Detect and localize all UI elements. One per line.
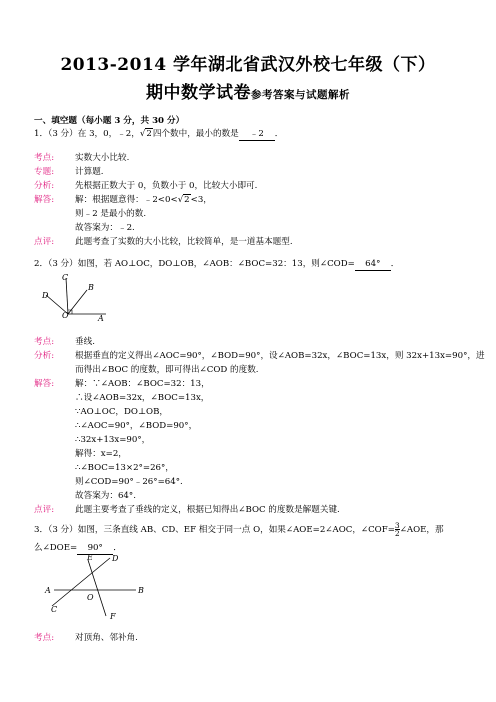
q1-jieda-line1: 解：根据题意得：﹣2<0<√2<3， bbox=[75, 195, 212, 205]
q3-label-d: D bbox=[112, 554, 119, 563]
q2-ray-ob bbox=[68, 290, 87, 314]
q1-stem: 1．（3 分）在 3，0，﹣2，√2四个数中，最小的数是 ﹣2 ． bbox=[34, 129, 284, 139]
q2-jieda-line: 解：∵∠AOB：∠BOC=32：13， bbox=[75, 379, 210, 389]
q2-jieda-line: ∴32x+13x=90°， bbox=[75, 435, 151, 445]
q3-stem-line2: 么∠DOE= 90° ． bbox=[34, 543, 122, 553]
q3-label-f: F bbox=[110, 612, 116, 620]
document-title-suffix: 参考答案与试题解析 bbox=[251, 89, 350, 101]
q2-dianping-label: 点评: bbox=[34, 505, 55, 515]
q2-label-a: A bbox=[98, 314, 104, 322]
q3-label-o: O bbox=[87, 593, 94, 602]
q3-label-c: C bbox=[51, 605, 58, 614]
q3-line-cd bbox=[52, 558, 110, 606]
q3-figure bbox=[40, 552, 160, 620]
q3-kaodian-label: 考点: bbox=[34, 633, 55, 643]
q2-jieda-line: ∴∠BOC=13×2°=26°， bbox=[75, 463, 174, 473]
q1-answer-blank: ﹣2 bbox=[239, 128, 275, 141]
q2-jieda-line: ∴设∠AOB=32x，∠BOC=13x， bbox=[75, 393, 210, 403]
q2-jieda-line: 故答案为：64°. bbox=[75, 491, 136, 501]
q2-answer-blank: 64° bbox=[355, 258, 391, 271]
q2-label-o: O bbox=[62, 311, 69, 320]
q2-label-c: C bbox=[62, 273, 69, 282]
q2-stem: 2．（3 分）如图，若 AO⊥OC，DO⊥OB，∠AOB：∠BOC=32：13，则∠COD= 64° ． bbox=[34, 259, 400, 269]
q2-label-b: B bbox=[88, 283, 94, 292]
q2-kaodian-label: 考点: bbox=[34, 337, 55, 347]
section-heading: 一、填空题（每小题 3 分，共 30 分） bbox=[34, 116, 185, 126]
q2-kaodian: 垂线. bbox=[75, 337, 95, 347]
q1-dianping: 此题考查了实数的大小比较，比较简单，是一道基本题型. bbox=[75, 237, 293, 247]
document-title-line1: 2013-2014 学年湖北省武汉外校七年级（下） bbox=[60, 55, 436, 75]
q1-fenxi: 先根据正数大于 0，负数小于 0，比较大小即可. bbox=[75, 181, 258, 191]
q2-figure bbox=[40, 270, 120, 322]
q2-jieda-line: 解得：x=2， bbox=[75, 449, 127, 459]
q3-label-b: B bbox=[138, 586, 144, 595]
q1-dianping-label: 点评: bbox=[34, 237, 55, 247]
q1-jieda-label: 解答: bbox=[34, 195, 55, 205]
q1-zhuanti: 计算题. bbox=[75, 167, 104, 177]
q1-zhuanti-label: 专题: bbox=[34, 167, 55, 177]
q1-sqrt: 2 bbox=[146, 129, 152, 139]
q3-fraction: $\frac{3}{2}$ bbox=[394, 521, 400, 538]
q2-jieda-line: 则∠COD=90°﹣26°=64°. bbox=[75, 477, 183, 487]
q1-jieda-line3: 故答案为：﹣2. bbox=[75, 223, 135, 233]
q2-fenxi-line1: 根据垂直的定义得出∠AOC=90°，∠BOD=90°，设∠AOB=32x，∠BOC=13x，则 32x+13x=90°，进 bbox=[75, 351, 485, 361]
q2-dianping: 此题主要考查了垂线的定义，根据已知得出∠BOC 的度数是解题关键. bbox=[75, 505, 340, 515]
q1-kaodian-label: 考点: bbox=[34, 153, 55, 163]
document-title-main: 期中数学试卷 bbox=[146, 83, 251, 103]
q3-label-e: E bbox=[87, 553, 93, 562]
q3-kaodian: 对顶角、邻补角. bbox=[75, 633, 138, 643]
q1-kaodian: 实数大小比较. bbox=[75, 153, 130, 163]
q1-jieda-line2: 则﹣2 是最小的数. bbox=[75, 209, 147, 219]
q3-label-a: A bbox=[45, 586, 51, 595]
document-title-line2 bbox=[0, 78, 496, 103]
q2-ray-oc bbox=[66, 278, 68, 314]
q2-fenxi-line2: 而得出∠BOC 的度数，即可得出∠COD 的度数. bbox=[75, 365, 259, 375]
q3-stem-line1: 3．（3 分）如图，三条直线 AB、CD、EF 相交于同一点 O，如果∠AOE=2∠AOC，∠COF= $\frac{3}{2}$ ∠AOE，那 bbox=[34, 521, 444, 538]
q2-jieda-label: 解答: bbox=[34, 379, 55, 389]
q2-jieda-line: ∴∠AOC=90°，∠BOD=90°， bbox=[75, 421, 198, 431]
q2-label-d: D bbox=[42, 291, 49, 300]
q2-jieda-line: ∵AO⊥OC，DO⊥OB， bbox=[75, 407, 168, 417]
q2-fenxi-label: 分析: bbox=[34, 351, 55, 361]
q3-answer-blank: 90° bbox=[77, 542, 113, 555]
q1-fenxi-label: 分析: bbox=[34, 181, 55, 191]
